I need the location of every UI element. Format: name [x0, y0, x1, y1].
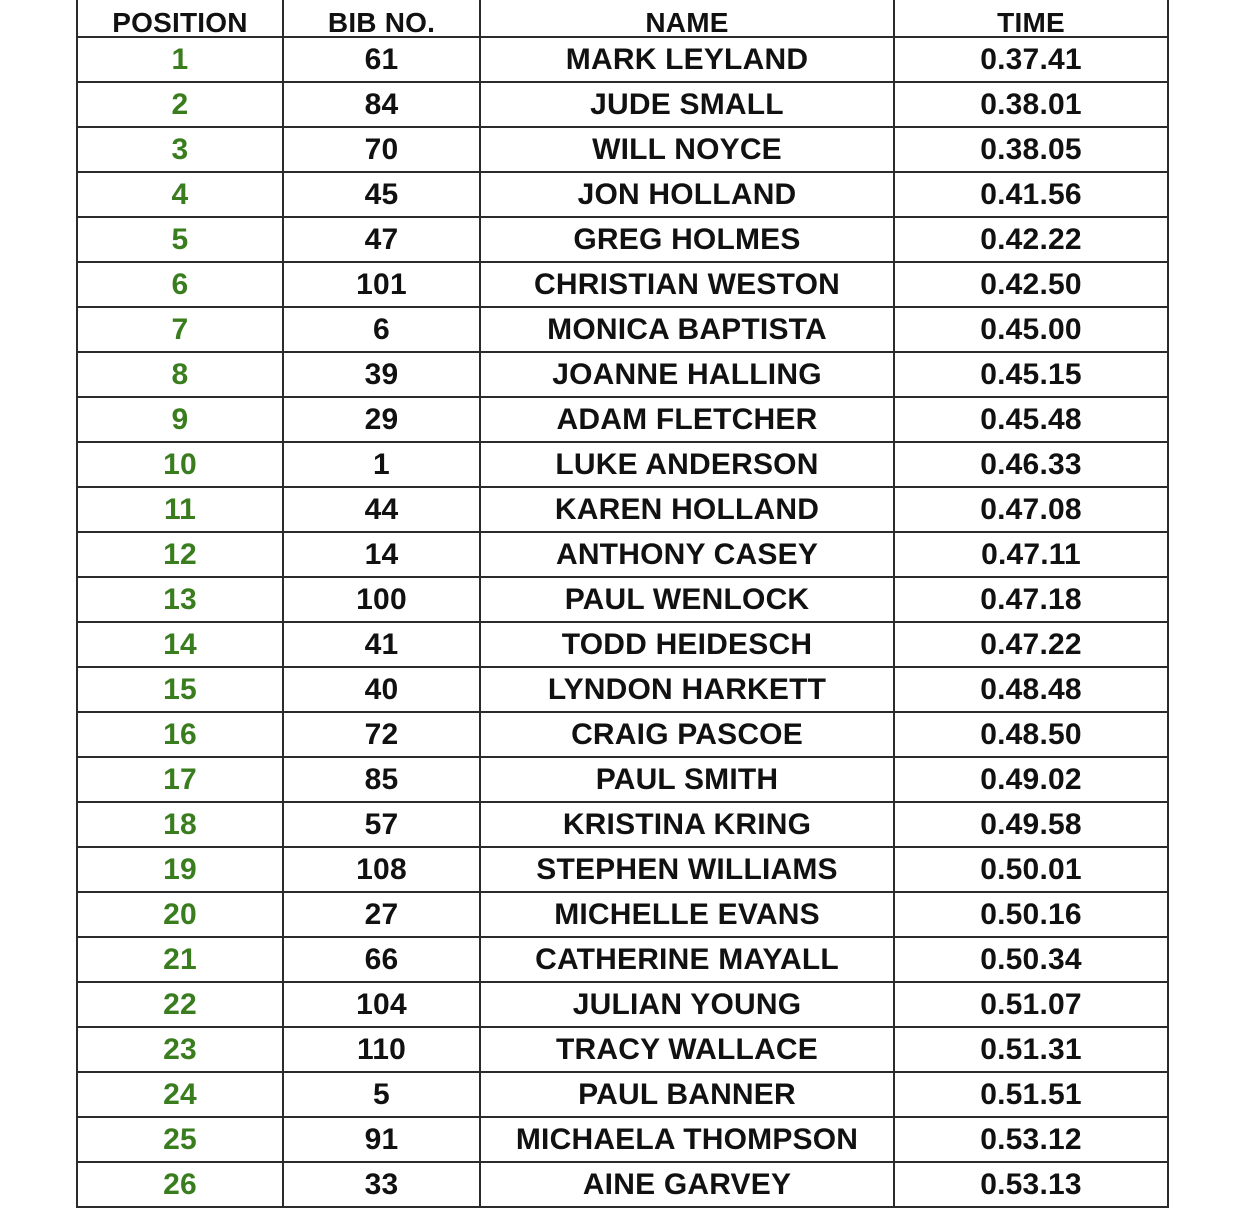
- runner-name-cell: ADAM FLETCHER: [480, 397, 894, 442]
- position-cell: 2: [77, 82, 283, 127]
- position-cell: 1: [77, 37, 283, 82]
- table-row: [77, 262, 1168, 307]
- bib-number-cell: 33: [283, 1162, 480, 1207]
- bib-number-cell: 40: [283, 667, 480, 712]
- runner-name-cell: TRACY WALLACE: [480, 1027, 894, 1072]
- bib-number-cell: 85: [283, 757, 480, 802]
- position-cell: 3: [77, 127, 283, 172]
- runner-name-cell: JOANNE HALLING: [480, 352, 894, 397]
- bib-number-cell: 41: [283, 622, 480, 667]
- finish-time-cell: 0.50.16: [894, 892, 1168, 937]
- position-cell: 20: [77, 892, 283, 937]
- table-row: [77, 442, 1168, 487]
- position-cell: 11: [77, 487, 283, 532]
- runner-name-cell: CRAIG PASCOE: [480, 712, 894, 757]
- position-cell: 13: [77, 577, 283, 622]
- finish-time-cell: 0.38.05: [894, 127, 1168, 172]
- bib-number-cell: 44: [283, 487, 480, 532]
- runner-name-cell: LYNDON HARKETT: [480, 667, 894, 712]
- position-cell: 4: [77, 172, 283, 217]
- runner-name-cell: MICHAELA THOMPSON: [480, 1117, 894, 1162]
- position-cell: 25: [77, 1117, 283, 1162]
- table-row: [77, 1117, 1168, 1162]
- finish-time-cell: 0.46.33: [894, 442, 1168, 487]
- table-row: [77, 82, 1168, 127]
- bib-number-cell: 6: [283, 307, 480, 352]
- table-row: [77, 307, 1168, 352]
- position-cell: 26: [77, 1162, 283, 1207]
- bib-number-cell: 61: [283, 37, 480, 82]
- table-row: [77, 532, 1168, 577]
- position-cell: 9: [77, 397, 283, 442]
- bib-number-cell: 70: [283, 127, 480, 172]
- runner-name-cell: KRISTINA KRING: [480, 802, 894, 847]
- table-row: [77, 577, 1168, 622]
- name-header: NAME: [480, 0, 894, 37]
- bib-number-cell: 100: [283, 577, 480, 622]
- table-row: [77, 1162, 1168, 1207]
- position-cell: 16: [77, 712, 283, 757]
- finish-time-cell: 0.48.48: [894, 667, 1168, 712]
- position-cell: 15: [77, 667, 283, 712]
- position-cell: 8: [77, 352, 283, 397]
- bib-number-cell: 57: [283, 802, 480, 847]
- runner-name-cell: GREG HOLMES: [480, 217, 894, 262]
- results-table-header: [77, 0, 1168, 37]
- bib-number-cell: 1: [283, 442, 480, 487]
- table-row: [77, 37, 1168, 82]
- position-cell: 21: [77, 937, 283, 982]
- bib-number-cell: 47: [283, 217, 480, 262]
- bib-number-cell: 66: [283, 937, 480, 982]
- finish-time-cell: 0.53.13: [894, 1162, 1168, 1207]
- finish-time-cell: 0.45.00: [894, 307, 1168, 352]
- position-header: POSITION: [77, 0, 283, 37]
- finish-time-cell: 0.42.22: [894, 217, 1168, 262]
- table-row: [77, 982, 1168, 1027]
- table-row: [77, 622, 1168, 667]
- finish-time-cell: 0.53.12: [894, 1117, 1168, 1162]
- finish-time-cell: 0.47.18: [894, 577, 1168, 622]
- runner-name-cell: JUDE SMALL: [480, 82, 894, 127]
- runner-name-cell: AINE GARVEY: [480, 1162, 894, 1207]
- position-cell: 12: [77, 532, 283, 577]
- finish-time-cell: 0.50.34: [894, 937, 1168, 982]
- position-cell: 14: [77, 622, 283, 667]
- table-row: [77, 1027, 1168, 1072]
- table-row: [77, 712, 1168, 757]
- table-row: [77, 667, 1168, 712]
- finish-time-cell: 0.49.02: [894, 757, 1168, 802]
- finish-time-cell: 0.45.48: [894, 397, 1168, 442]
- bib-number-cell: 29: [283, 397, 480, 442]
- finish-time-cell: 0.50.01: [894, 847, 1168, 892]
- bib-number-cell: 101: [283, 262, 480, 307]
- bib-number-cell: 91: [283, 1117, 480, 1162]
- finish-time-cell: 0.38.01: [894, 82, 1168, 127]
- bib-number-cell: 72: [283, 712, 480, 757]
- runner-name-cell: KAREN HOLLAND: [480, 487, 894, 532]
- finish-time-cell: 0.47.22: [894, 622, 1168, 667]
- finish-time-cell: 0.51.31: [894, 1027, 1168, 1072]
- finish-time-cell: 0.51.07: [894, 982, 1168, 1027]
- finish-time-cell: 0.49.58: [894, 802, 1168, 847]
- results-table-body: [77, 37, 1168, 1207]
- finish-time-cell: 0.41.56: [894, 172, 1168, 217]
- position-cell: 5: [77, 217, 283, 262]
- bib-number-cell: 110: [283, 1027, 480, 1072]
- position-cell: 18: [77, 802, 283, 847]
- position-cell: 19: [77, 847, 283, 892]
- results-table: [76, 0, 1169, 1208]
- table-row: [77, 127, 1168, 172]
- runner-name-cell: MARK LEYLAND: [480, 37, 894, 82]
- position-cell: 10: [77, 442, 283, 487]
- bib-number-cell: 108: [283, 847, 480, 892]
- runner-name-cell: ANTHONY CASEY: [480, 532, 894, 577]
- bib-number-cell: 5: [283, 1072, 480, 1117]
- position-cell: 7: [77, 307, 283, 352]
- bib-number-cell: 45: [283, 172, 480, 217]
- position-cell: 24: [77, 1072, 283, 1117]
- runner-name-cell: JULIAN YOUNG: [480, 982, 894, 1027]
- table-row: [77, 1072, 1168, 1117]
- finish-time-cell: 0.48.50: [894, 712, 1168, 757]
- finish-time-cell: 0.47.11: [894, 532, 1168, 577]
- finish-time-cell: 0.37.41: [894, 37, 1168, 82]
- position-cell: 6: [77, 262, 283, 307]
- runner-name-cell: JON HOLLAND: [480, 172, 894, 217]
- time-header: TIME: [894, 0, 1168, 37]
- header-row: [77, 0, 1168, 37]
- bib-number-cell: 104: [283, 982, 480, 1027]
- bib-number-cell: 14: [283, 532, 480, 577]
- bib-number-cell: 27: [283, 892, 480, 937]
- finish-time-cell: 0.42.50: [894, 262, 1168, 307]
- table-row: [77, 352, 1168, 397]
- runner-name-cell: STEPHEN WILLIAMS: [480, 847, 894, 892]
- runner-name-cell: PAUL SMITH: [480, 757, 894, 802]
- table-row: [77, 892, 1168, 937]
- table-row: [77, 397, 1168, 442]
- table-row: [77, 172, 1168, 217]
- runner-name-cell: MICHELLE EVANS: [480, 892, 894, 937]
- position-cell: 22: [77, 982, 283, 1027]
- runner-name-cell: PAUL WENLOCK: [480, 577, 894, 622]
- bib-number-cell: 39: [283, 352, 480, 397]
- position-cell: 17: [77, 757, 283, 802]
- table-row: [77, 847, 1168, 892]
- runner-name-cell: MONICA BAPTISTA: [480, 307, 894, 352]
- bib-number-header: BIB NO.: [283, 0, 480, 37]
- position-cell: 23: [77, 1027, 283, 1072]
- table-row: [77, 757, 1168, 802]
- runner-name-cell: LUKE ANDERSON: [480, 442, 894, 487]
- finish-time-cell: 0.45.15: [894, 352, 1168, 397]
- runner-name-cell: PAUL BANNER: [480, 1072, 894, 1117]
- runner-name-cell: CHRISTIAN WESTON: [480, 262, 894, 307]
- runner-name-cell: TODD HEIDESCH: [480, 622, 894, 667]
- runner-name-cell: CATHERINE MAYALL: [480, 937, 894, 982]
- table-row: [77, 802, 1168, 847]
- bib-number-cell: 84: [283, 82, 480, 127]
- runner-name-cell: WILL NOYCE: [480, 127, 894, 172]
- table-row: [77, 217, 1168, 262]
- finish-time-cell: 0.51.51: [894, 1072, 1168, 1117]
- table-row: [77, 937, 1168, 982]
- finish-time-cell: 0.47.08: [894, 487, 1168, 532]
- table-row: [77, 487, 1168, 532]
